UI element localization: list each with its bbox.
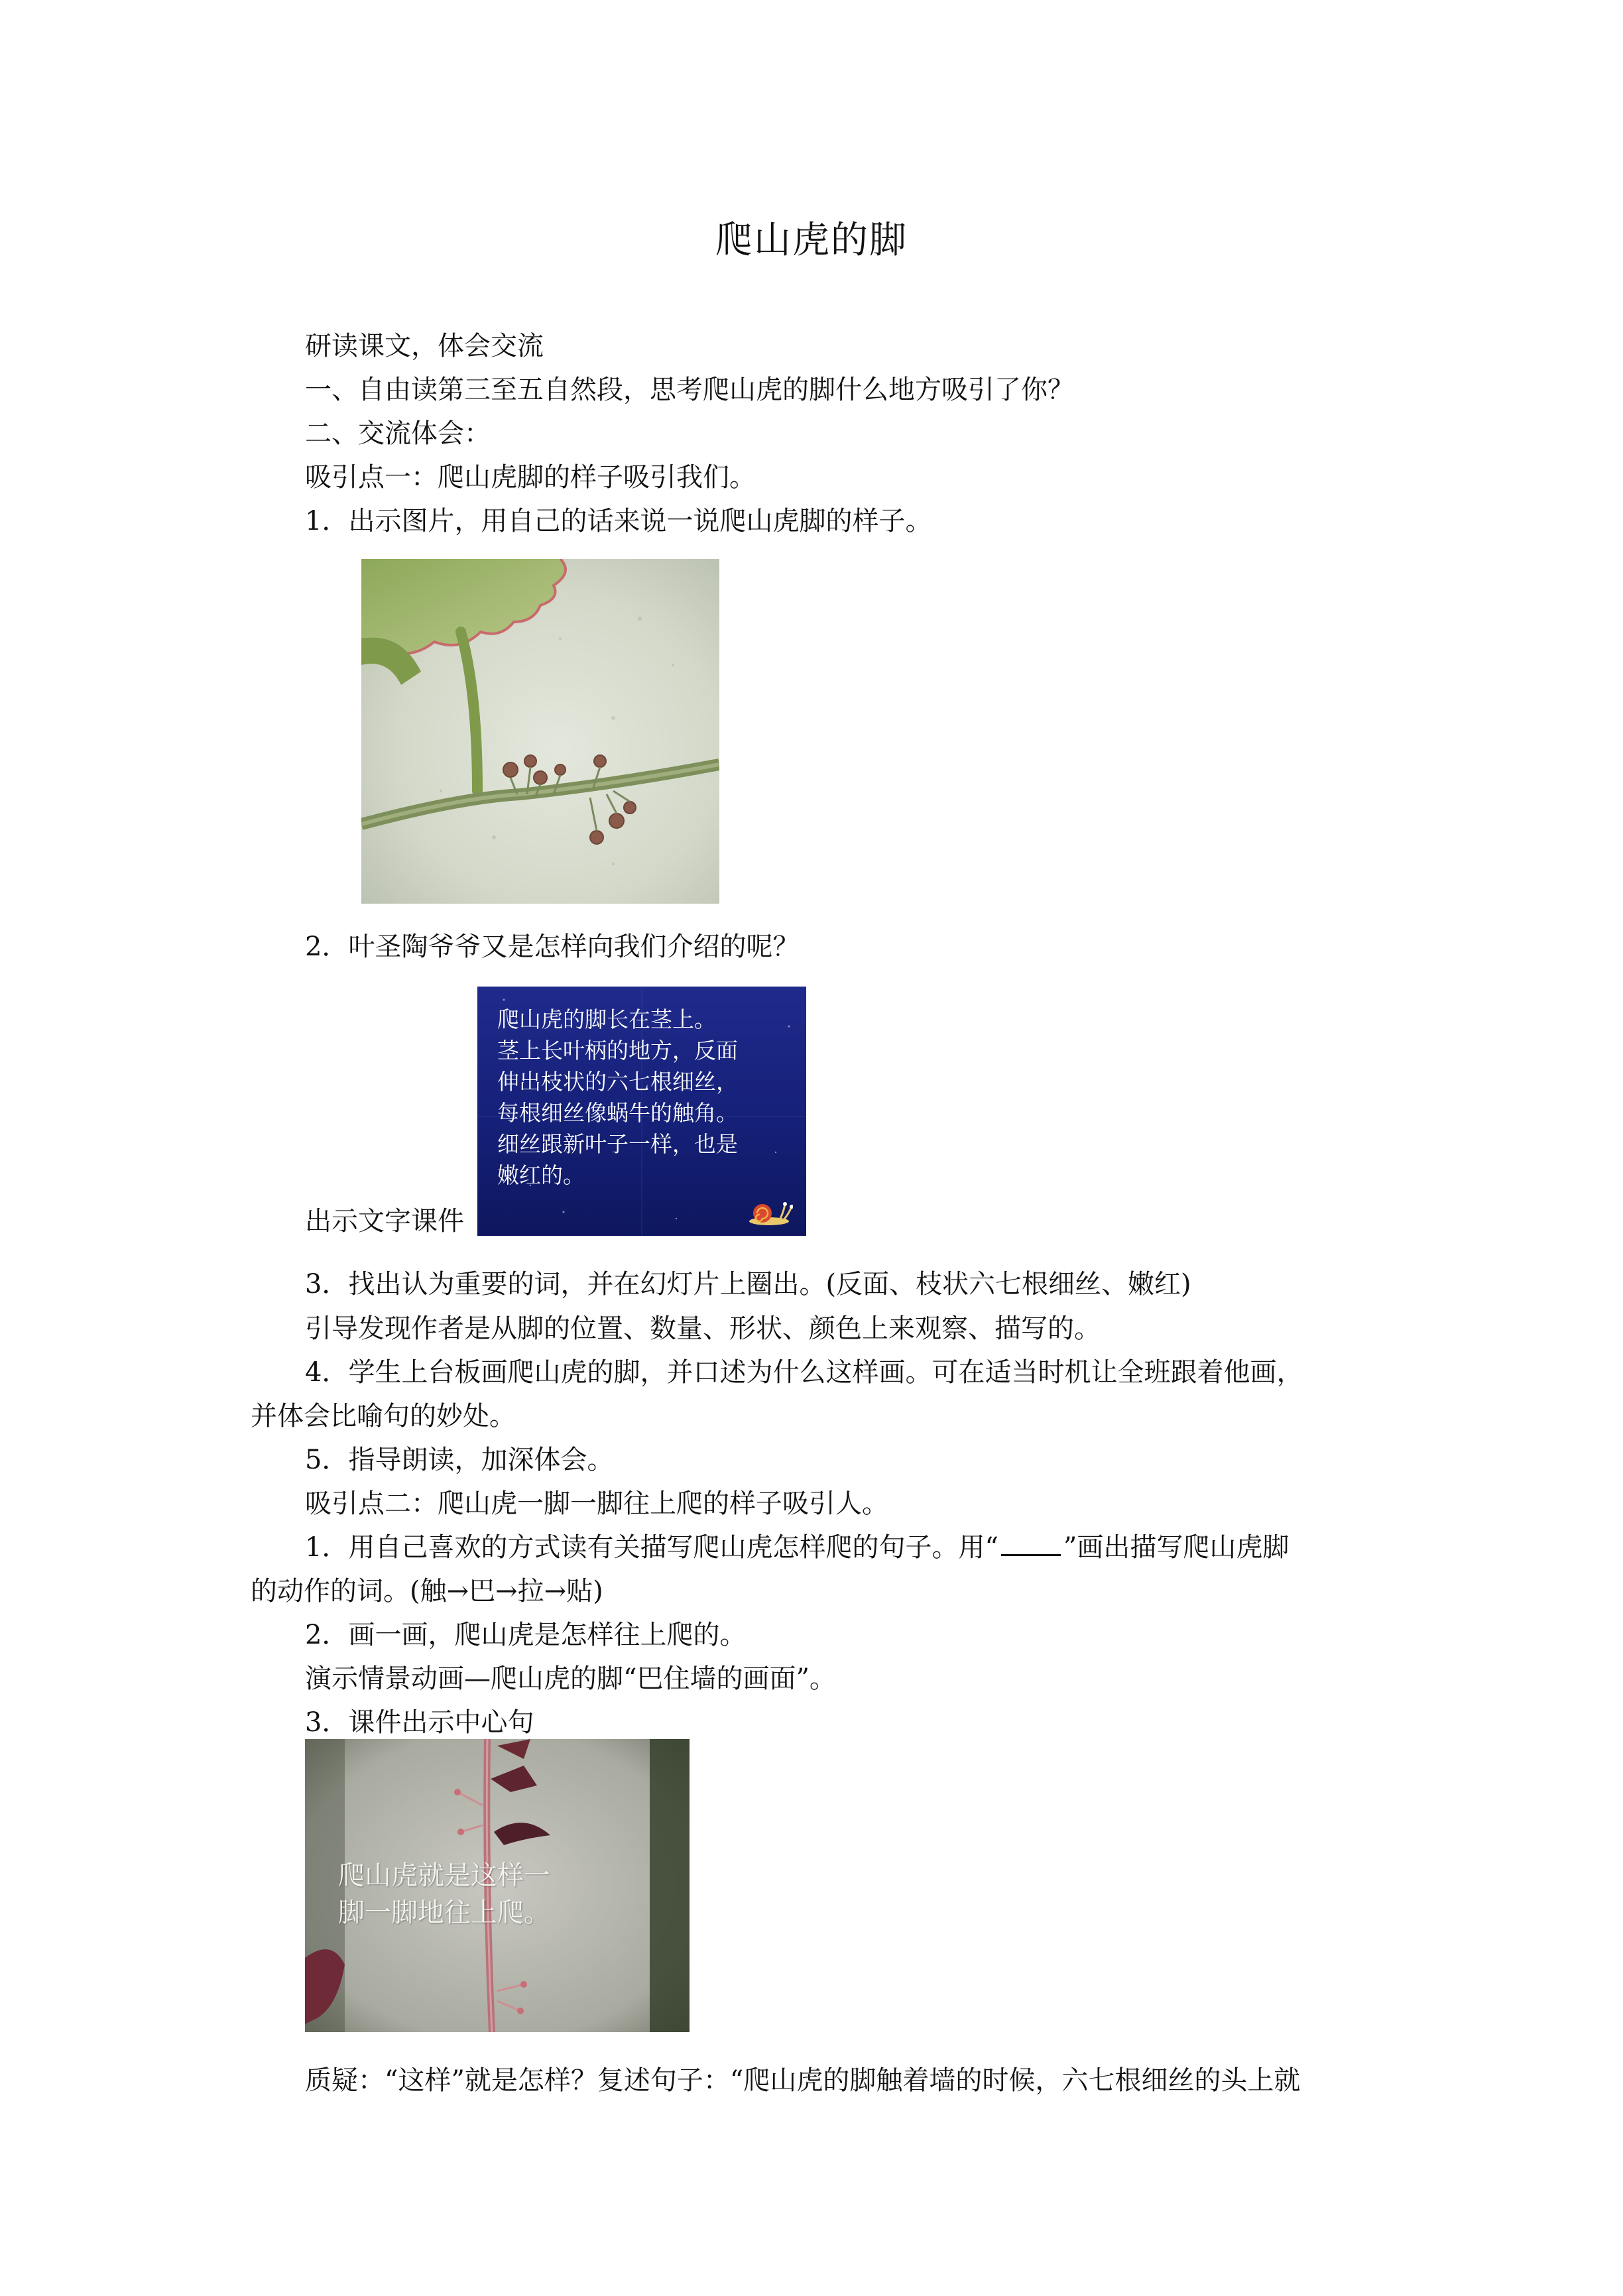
step-4-line-2: 并体会比喻句的妙处。 — [251, 1401, 516, 1431]
question-2: 二、交流体会： — [305, 418, 491, 449]
step-4-line-1: 4．学生上台板画爬山虎的脚，并口述为什么这样画。可在适当时机让全班跟着他画， — [305, 1357, 1303, 1388]
attraction-point-1: 吸引点一：爬山虎脚的样子吸引我们。 — [305, 462, 756, 493]
step-3: 3．找出认为重要的词，并在幻灯片上圈出。(反面、枝状六七根细丝、嫩红) — [305, 1269, 1191, 1299]
slide-text: 爬山虎的脚长在茎上。 茎上长叶柄的地方，反面 伸出枝状的六七根细丝， 每根细丝像蜗牛的触角。 细丝跟新叶子一样，也是 嫩红的。 — [497, 1006, 738, 1188]
point-2-step-2: 2．画一画，爬山虎是怎样往上爬的。 — [305, 1620, 747, 1650]
center-sentence-caption: 爬山虎就是这样一 脚一脚地往上爬。 — [338, 1860, 550, 1928]
demo-animation: 演示情景动画—爬山虎的脚“巴住墙的画面”。 — [305, 1663, 836, 1694]
step-2: 2．叶圣陶爷爷又是怎样向我们介绍的呢？ — [305, 932, 800, 962]
attraction-point-2: 吸引点二：爬山虎一脚一脚往上爬的样子吸引人。 — [305, 1488, 888, 1519]
step-5: 5．指导朗读，加深体会。 — [305, 1445, 614, 1475]
question-1: 一、自由读第三至五自然段，思考爬山虎的脚什么地方吸引了你？ — [305, 375, 1074, 405]
section-heading: 研读课文，体会交流 — [305, 331, 544, 361]
underline-blank — [1001, 1534, 1061, 1556]
question-restate: 质疑：“这样”就是怎样？复述句子：“爬山虎的脚触着墙的时候，六七根细丝的头上就 — [305, 2065, 1301, 2096]
snail-icon — [747, 1197, 793, 1227]
step-1: 1．出示图片，用自己的话来说一说爬山虎脚的样子。 — [305, 506, 932, 536]
guide-text: 引导发现作者是从脚的位置、数量、形状、颜色上来观察、描写的。 — [305, 1313, 1101, 1344]
point-2-step-3: 3．课件出示中心句 — [305, 1707, 534, 1738]
point-2-step-1-prefix: 1．用自己喜欢的方式读有关描写爬山虎怎样爬的句子。用“ — [305, 1532, 998, 1563]
point-2-step-1-line-2: 的动作的词。(触→巴→拉→贴) — [251, 1576, 603, 1606]
plant-feet-photo — [361, 559, 719, 904]
text-courseware-slide — [477, 987, 806, 1236]
point-2-step-1-suffix: ”画出描写爬山虎脚 — [1063, 1532, 1290, 1563]
show-text-courseware: 出示文字课件 — [305, 1206, 464, 1237]
point-2-step-1-line-1 — [305, 1532, 1289, 1563]
climbing-stem-photo — [305, 1739, 690, 2032]
page-title: 爬山虎的脚 — [715, 219, 908, 262]
